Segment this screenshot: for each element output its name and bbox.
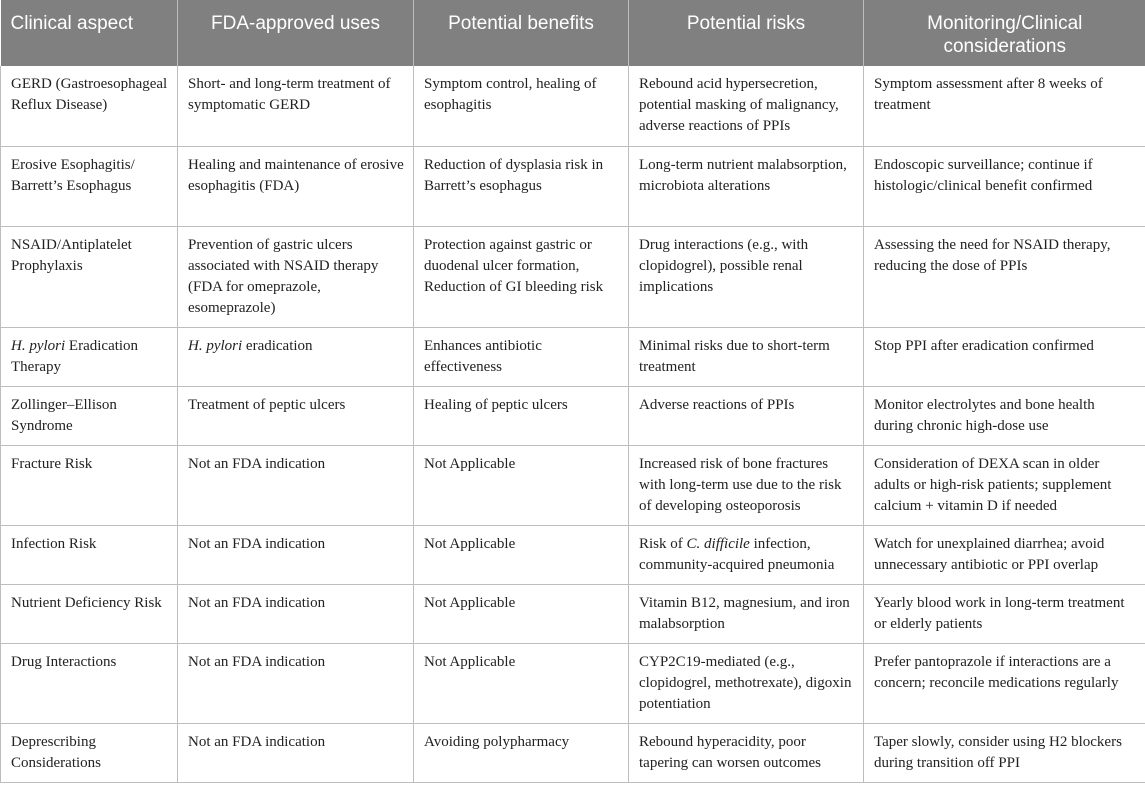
cell-fda-uses: Short- and long-term treatment of symptomatic GERD [178, 66, 414, 146]
cell-monitoring: Endoscopic surveillance; continue if histologic/clinical benefit confirmed [864, 146, 1145, 226]
table-row [1, 643, 1145, 723]
header-clinical-aspect: Clinical aspect [1, 0, 178, 66]
cell-risks: Increased risk of bone fractures with long-term use due to the risk of developing osteoporosis [629, 445, 864, 525]
cell-monitoring: Assessing the need for NSAID therapy, reducing the dose of PPIs [864, 226, 1145, 327]
table-row [1, 525, 1145, 584]
cell-monitoring: Monitor electrolytes and bone health during chronic high-dose use [864, 386, 1145, 445]
cell-clinical-aspect [1, 327, 178, 386]
cell-clinical-aspect: GERD (Gastroesophageal Reflux Disease) [1, 66, 178, 146]
table-row [1, 146, 1145, 226]
cell-clinical-aspect: Nutrient Deficiency Risk [1, 584, 178, 643]
table-row [1, 66, 1145, 146]
cell-fda-uses: Not an FDA indication [178, 445, 414, 525]
cell-benefits: Protection against gastric or duodenal ulcer formation, Reduction of GI bleeding risk [414, 226, 629, 327]
cell-benefits: Not Applicable [414, 584, 629, 643]
header-potential-risks: Potential risks [629, 0, 864, 66]
italic-organism-name: H. pylori [188, 337, 243, 354]
cell-monitoring: Stop PPI after eradication confirmed [864, 327, 1145, 386]
cell-fda-uses: Treatment of peptic ulcers [178, 386, 414, 445]
cell-monitoring: Consideration of DEXA scan in older adults or high-risk patients; supplement calcium + vitamin D if needed [864, 445, 1145, 525]
table-row [1, 226, 1145, 327]
risks-text: Risk of [639, 535, 687, 552]
cell-fda-uses: Not an FDA indication [178, 525, 414, 584]
cell-benefits: Enhances antibiotic effectiveness [414, 327, 629, 386]
cell-fda-uses: Prevention of gastric ulcers associated with NSAID therapy (FDA for omeprazole, esomeprazole) [178, 226, 414, 327]
table-body [1, 66, 1145, 782]
table-row [1, 723, 1145, 782]
cell-fda-uses [178, 327, 414, 386]
cell-benefits: Not Applicable [414, 643, 629, 723]
cell-fda-uses: Not an FDA indication [178, 723, 414, 782]
cell-clinical-aspect: Fracture Risk [1, 445, 178, 525]
header-potential-benefits: Potential benefits [414, 0, 629, 66]
cell-risks: Minimal risks due to short-term treatment [629, 327, 864, 386]
cell-benefits: Symptom control, healing of esophagitis [414, 66, 629, 146]
cell-risks: CYP2C19-mediated (e.g., clopidogrel, methotrexate), digoxin potentiation [629, 643, 864, 723]
cell-risks: Adverse reactions of PPIs [629, 386, 864, 445]
table-row [1, 584, 1145, 643]
cell-monitoring: Prefer pantoprazole if interactions are a concern; reconcile medications regularly [864, 643, 1145, 723]
header-monitoring: Monitoring/Clinical considerations [864, 0, 1145, 66]
cell-clinical-aspect: Infection Risk [1, 525, 178, 584]
cell-monitoring: Watch for unexplained diarrhea; avoid unnecessary antibiotic or PPI overlap [864, 525, 1145, 584]
table-row [1, 327, 1145, 386]
cell-monitoring: Yearly blood work in long-term treatment or elderly patients [864, 584, 1145, 643]
cell-benefits: Avoiding polypharmacy [414, 723, 629, 782]
cell-fda-uses: Healing and maintenance of erosive esophagitis (FDA) [178, 146, 414, 226]
cell-clinical-aspect: Deprescribing Considerations [1, 723, 178, 782]
table-header [1, 0, 1145, 66]
cell-risks [629, 525, 864, 584]
header-fda-approved-uses: FDA-approved uses [178, 0, 414, 66]
cell-risks: Rebound acid hypersecretion, potential masking of malignancy, adverse reactions of PPIs [629, 66, 864, 146]
cell-risks: Long-term nutrient malabsorption, microbiota alterations [629, 146, 864, 226]
cell-clinical-aspect: NSAID/Antiplatelet Prophylaxis [1, 226, 178, 327]
cell-monitoring: Taper slowly, consider using H2 blockers during transition off PPI [864, 723, 1145, 782]
cell-benefits: Not Applicable [414, 445, 629, 525]
cell-risks: Rebound hyperacidity, poor tapering can worsen outcomes [629, 723, 864, 782]
cell-risks: Drug interactions (e.g., with clopidogrel), possible renal implications [629, 226, 864, 327]
italic-organism-name: H. pylori [11, 337, 66, 354]
cell-benefits: Healing of peptic ulcers [414, 386, 629, 445]
cell-fda-uses: Not an FDA indication [178, 643, 414, 723]
cell-benefits: Not Applicable [414, 525, 629, 584]
cell-clinical-aspect: Zollinger–Ellison Syndrome [1, 386, 178, 445]
cell-clinical-aspect: Erosive Esophagitis/ Barrett’s Esophagus [1, 146, 178, 226]
cell-monitoring: Symptom assessment after 8 weeks of treatment [864, 66, 1145, 146]
cell-benefits: Reduction of dysplasia risk in Barrett’s esophagus [414, 146, 629, 226]
cell-risks: Vitamin B12, magnesium, and iron malabsorption [629, 584, 864, 643]
table-row [1, 445, 1145, 525]
italic-organism-name: C. difficile [686, 535, 750, 552]
cell-fda-uses: Not an FDA indication [178, 584, 414, 643]
aspect-text: Eradication Therapy [11, 337, 139, 375]
header-row [1, 0, 1145, 66]
cell-clinical-aspect: Drug Interactions [1, 643, 178, 723]
table-row [1, 386, 1145, 445]
risks-text: infection, community-acquired pneumonia [639, 535, 835, 573]
uses-text: eradication [242, 337, 313, 354]
